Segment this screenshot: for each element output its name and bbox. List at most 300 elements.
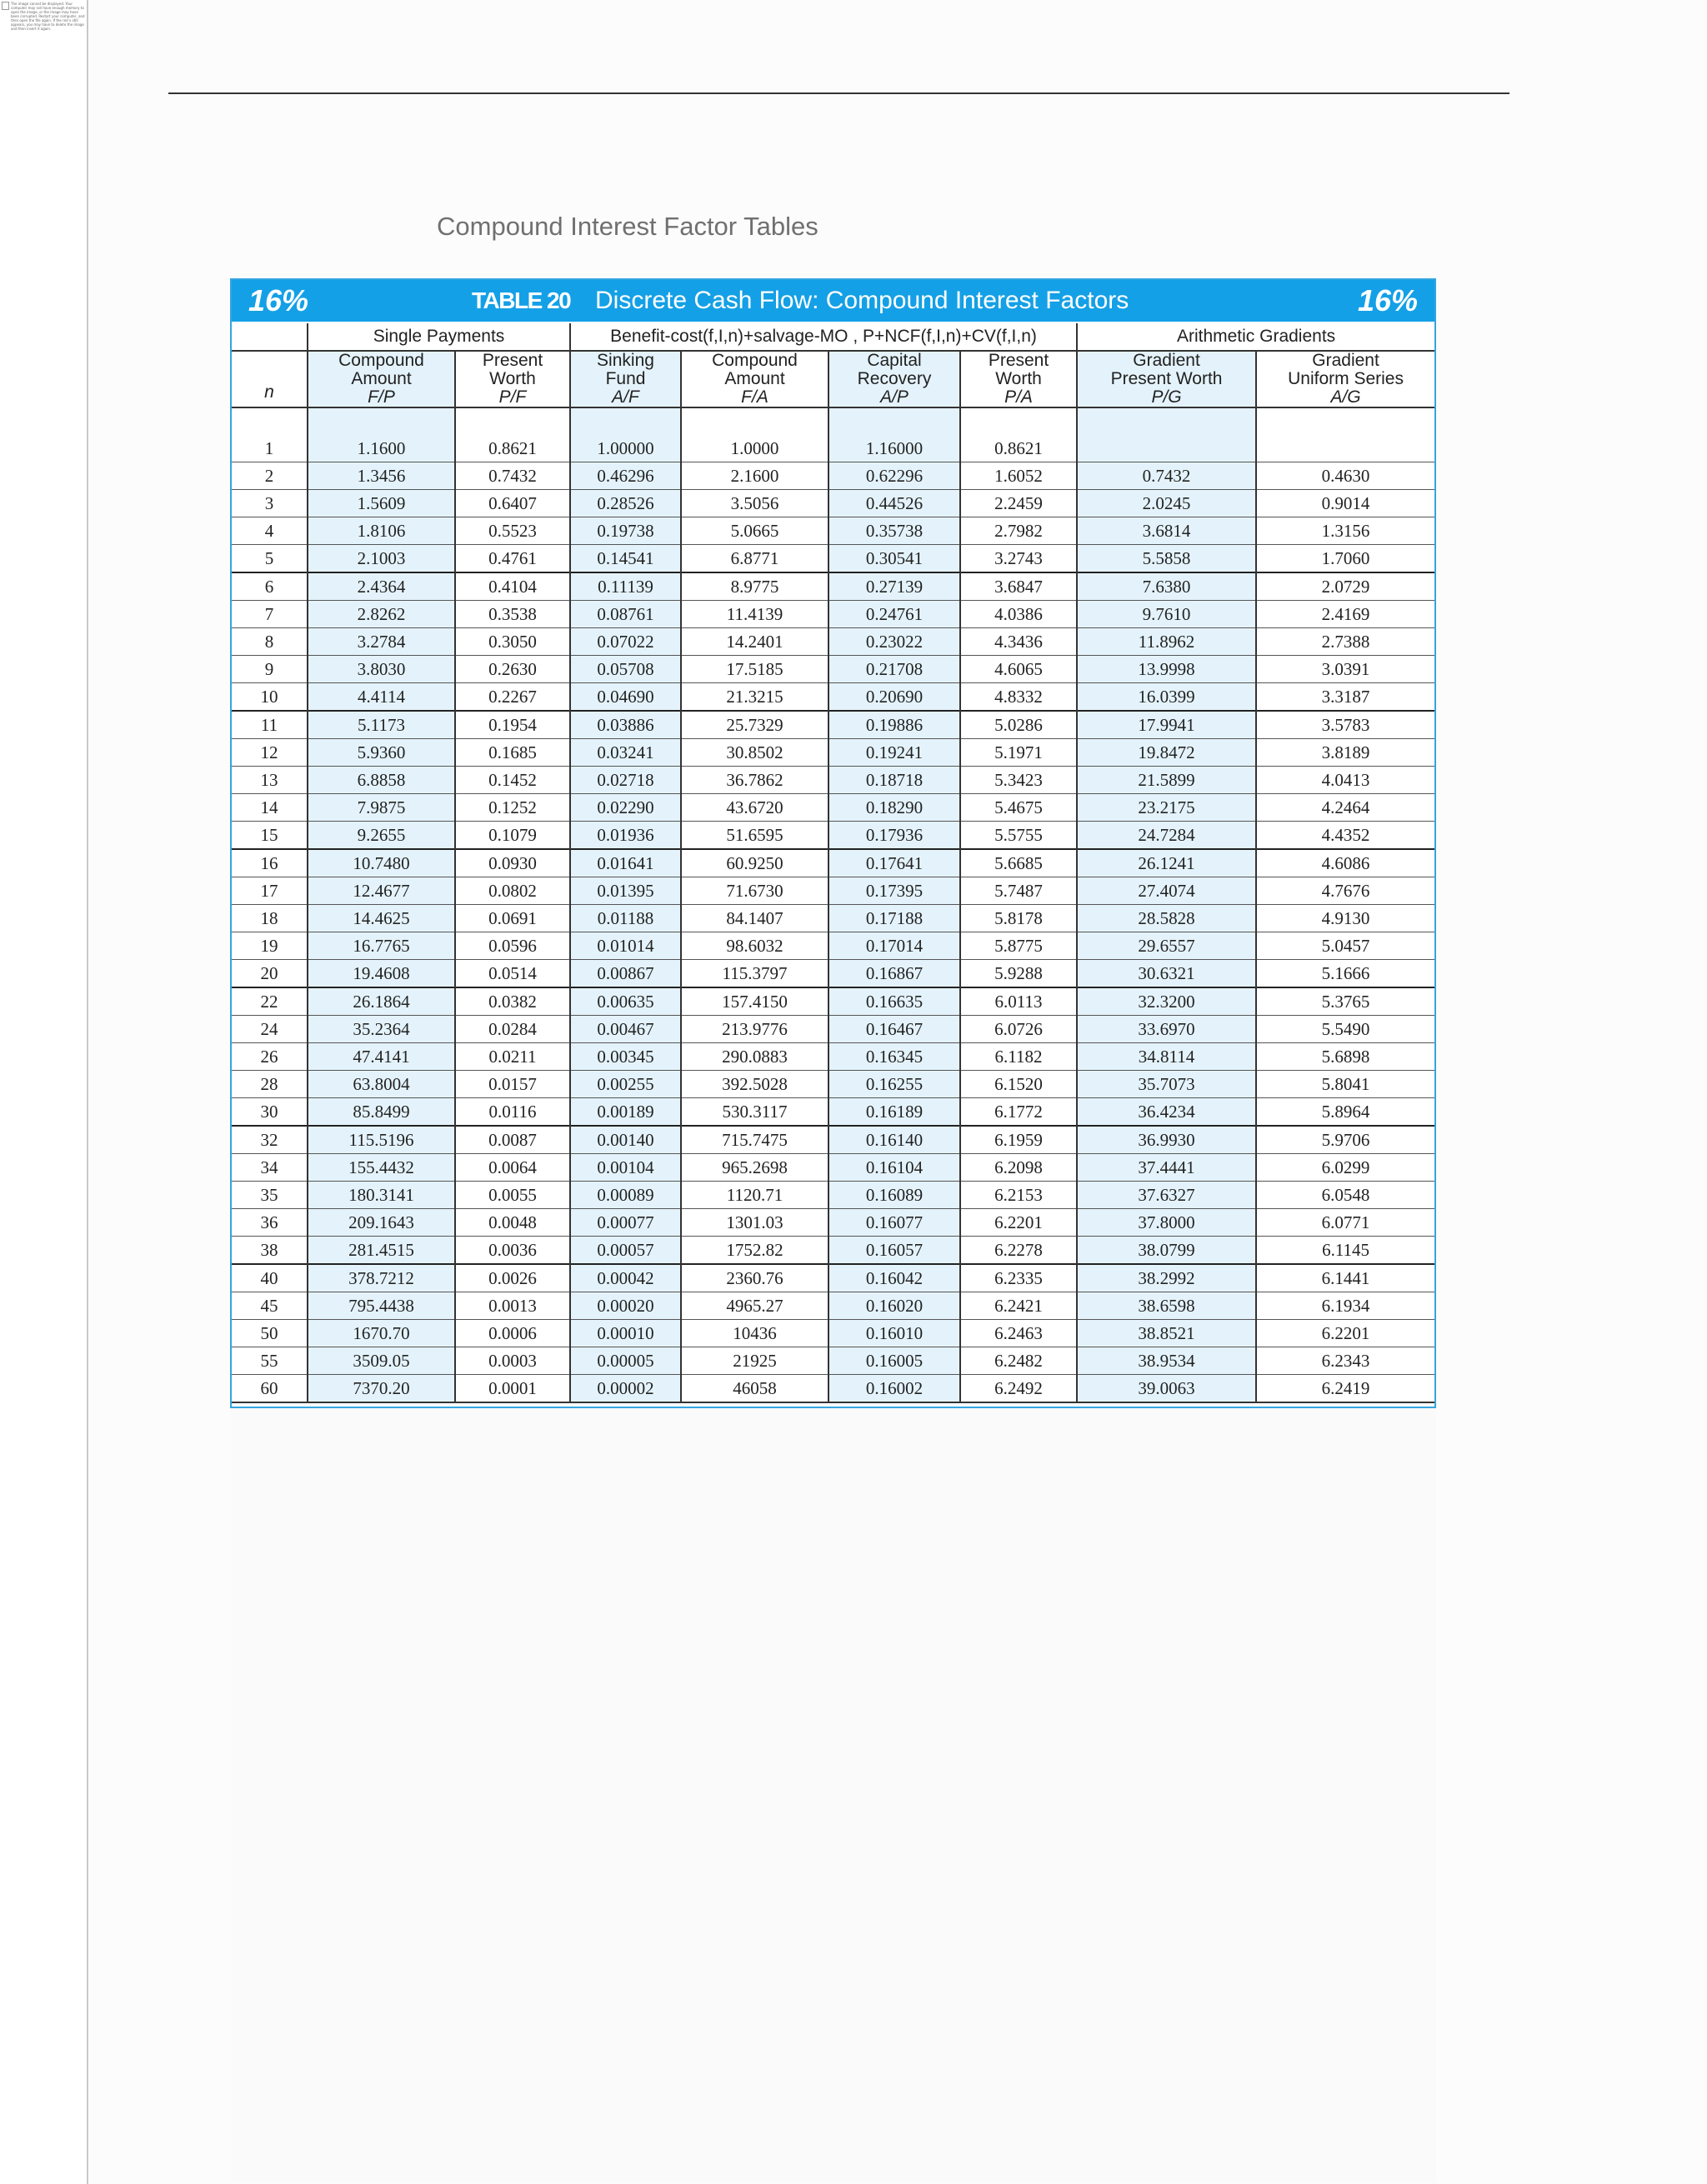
column-header-symbol: F/A: [741, 387, 768, 407]
cell-n: 28: [232, 1071, 308, 1098]
cell-pf: 0.8621: [455, 435, 570, 462]
cell-fa: 46058: [681, 1375, 828, 1403]
table-row: [232, 490, 1434, 517]
cell-pf: 0.2267: [455, 683, 570, 712]
cell-ap: 0.18290: [828, 794, 960, 822]
cell-pf: 0.0003: [455, 1347, 570, 1375]
cell-pa: 5.9288: [960, 960, 1077, 988]
cell-n: 4: [232, 517, 308, 545]
cell-af: 1.00000: [570, 435, 681, 462]
cell-fp: 47.4141: [308, 1043, 455, 1071]
column-header-line1: Gradient: [1312, 351, 1379, 370]
cell-fp: 1670.70: [308, 1320, 455, 1347]
cell-pf: 0.0116: [455, 1098, 570, 1127]
cell-pg: 37.8000: [1077, 1209, 1256, 1237]
group-single-payments: Single Payments: [308, 323, 570, 351]
cell-pa: 6.2335: [960, 1264, 1077, 1292]
cell-fa: 290.0883: [681, 1043, 828, 1071]
cell-pf: 0.1685: [455, 739, 570, 767]
cell-ag: 3.3187: [1256, 683, 1434, 712]
cell-fa: 71.6730: [681, 877, 828, 905]
table-row: [232, 572, 1434, 601]
cell-pa: 5.5755: [960, 822, 1077, 850]
cell-n: 38: [232, 1237, 308, 1265]
column-header-line1: Present: [482, 351, 543, 370]
cell-ap: 0.17014: [828, 932, 960, 960]
cell-pg: 36.9930: [1077, 1126, 1256, 1154]
cell-pa: 6.2098: [960, 1154, 1077, 1182]
cell-af: 0.03886: [570, 711, 681, 739]
cell-ag: 2.4169: [1256, 601, 1434, 628]
cell-ag: 4.6086: [1256, 849, 1434, 877]
cell-af: 0.02718: [570, 767, 681, 794]
cell-pg: 38.8521: [1077, 1320, 1256, 1347]
cell-pg: 5.5858: [1077, 545, 1256, 573]
cell-pa: 6.1182: [960, 1043, 1077, 1071]
cell-ag: 5.1666: [1256, 960, 1434, 988]
cell-pa: 5.0286: [960, 711, 1077, 739]
cell-fa: 965.2698: [681, 1154, 828, 1182]
cell-af: 0.00255: [570, 1071, 681, 1098]
cell-ap: 0.16042: [828, 1264, 960, 1292]
group-arithmetic-gradients: Arithmetic Gradients: [1077, 323, 1434, 351]
cell-pa: 0.8621: [960, 435, 1077, 462]
cell-n: 50: [232, 1320, 308, 1347]
cell-fp: 85.8499: [308, 1098, 455, 1127]
cell-af: 0.01936: [570, 822, 681, 850]
group-uniform-series: Benefit-cost(f,I,n)+salvage-MO , P+NCF(f,I,n)+CV(f,I,n): [570, 323, 1077, 351]
factor-grid: [232, 323, 1434, 1403]
cell-af: 0.00005: [570, 1347, 681, 1375]
column-header-fa: [681, 351, 828, 407]
cell-af: 0.00467: [570, 1016, 681, 1043]
table-row: [232, 1071, 1434, 1098]
column-header-pf: [455, 351, 570, 407]
cell-fa: 14.2401: [681, 628, 828, 656]
cell-ap: 0.16345: [828, 1043, 960, 1071]
column-header-line2: Present Worth: [1110, 369, 1223, 388]
table-row: [232, 1237, 1434, 1265]
table-row: [232, 462, 1434, 490]
table-row: [232, 656, 1434, 683]
cell-af: 0.00867: [570, 960, 681, 988]
column-header-line2: Recovery: [857, 369, 932, 388]
table-row: [232, 905, 1434, 932]
cell-n: 2: [232, 462, 308, 490]
column-header-symbol: A/G: [1330, 387, 1361, 407]
cell-fa: 530.3117: [681, 1098, 828, 1127]
cell-fp: 2.1003: [308, 545, 455, 573]
cell-ap: 0.17936: [828, 822, 960, 850]
cell-ag: 3.8189: [1256, 739, 1434, 767]
spacer-cell: [681, 407, 828, 435]
cell-ag: 1.7060: [1256, 545, 1434, 573]
table-row: [232, 1375, 1434, 1403]
cell-fp: 2.8262: [308, 601, 455, 628]
broken-image-text: The image cannot be displayed. Your computer may not have enough memory to open the image, or the image may have been corrupted. Restart your computer, and then open the file again. If the red x still appears, you may have to delete the image and then insert it again.: [11, 2, 85, 31]
spacer-cell: [308, 407, 455, 435]
cell-n: 40: [232, 1264, 308, 1292]
cell-af: 0.00042: [570, 1264, 681, 1292]
column-header-line2: Worth: [489, 369, 536, 388]
cell-ag: 5.3765: [1256, 987, 1434, 1016]
cell-ag: 6.1441: [1256, 1264, 1434, 1292]
column-header-line1: Sinking: [597, 351, 654, 370]
cell-n: 22: [232, 987, 308, 1016]
cell-fp: 1.1600: [308, 435, 455, 462]
cell-pf: 0.0382: [455, 987, 570, 1016]
cell-fp: 3509.05: [308, 1347, 455, 1375]
cell-pg: 32.3200: [1077, 987, 1256, 1016]
cell-pa: 6.1520: [960, 1071, 1077, 1098]
cell-fa: 11.4139: [681, 601, 828, 628]
column-header-symbol: A/P: [880, 387, 909, 407]
cell-pf: 0.0802: [455, 877, 570, 905]
cell-ap: 0.23022: [828, 628, 960, 656]
table-row: [232, 545, 1434, 573]
cell-pa: 4.3436: [960, 628, 1077, 656]
cell-pg: 28.5828: [1077, 905, 1256, 932]
table-row: [232, 1292, 1434, 1320]
cell-pg: 13.9998: [1077, 656, 1256, 683]
spacer-cell: [828, 407, 960, 435]
cell-fa: 213.9776: [681, 1016, 828, 1043]
cell-ag: 4.7676: [1256, 877, 1434, 905]
cell-af: 0.00057: [570, 1237, 681, 1265]
cell-ap: 0.18718: [828, 767, 960, 794]
table-row: [232, 711, 1434, 739]
cell-fp: 4.4114: [308, 683, 455, 712]
cell-ag: 6.2419: [1256, 1375, 1434, 1403]
table-row: [232, 987, 1434, 1016]
cell-pa: 3.6847: [960, 572, 1077, 601]
cell-fp: 281.4515: [308, 1237, 455, 1265]
cell-pg: 26.1241: [1077, 849, 1256, 877]
cell-pf: 0.0284: [455, 1016, 570, 1043]
cell-af: 0.14541: [570, 545, 681, 573]
cell-pa: 6.0113: [960, 987, 1077, 1016]
cell-ap: 1.16000: [828, 435, 960, 462]
cell-n: 30: [232, 1098, 308, 1127]
cell-n: 8: [232, 628, 308, 656]
column-header-fp: [308, 351, 455, 407]
cell-fa: 2.1600: [681, 462, 828, 490]
column-header-line1: Present: [988, 351, 1049, 370]
table-row: [232, 1182, 1434, 1209]
broken-image-placeholder: [2, 2, 85, 31]
cell-pf: 0.2630: [455, 656, 570, 683]
cell-pa: 6.1772: [960, 1098, 1077, 1127]
table-row: [232, 1043, 1434, 1071]
cell-ag: 4.0413: [1256, 767, 1434, 794]
cell-pa: 6.2421: [960, 1292, 1077, 1320]
group-header-empty: [232, 323, 308, 351]
cell-pg: 30.6321: [1077, 960, 1256, 988]
cell-fp: 19.4608: [308, 960, 455, 988]
table-row: [232, 683, 1434, 712]
cell-fa: 1120.71: [681, 1182, 828, 1209]
cell-af: 0.00002: [570, 1375, 681, 1403]
cell-pa: 6.2278: [960, 1237, 1077, 1265]
table-row: [232, 517, 1434, 545]
cell-fa: 1752.82: [681, 1237, 828, 1265]
cell-pg: 38.6598: [1077, 1292, 1256, 1320]
cell-ap: 0.16077: [828, 1209, 960, 1237]
cell-pf: 0.0001: [455, 1375, 570, 1403]
cell-pa: 5.7487: [960, 877, 1077, 905]
cell-ag: 3.5783: [1256, 711, 1434, 739]
cell-ag: 6.0548: [1256, 1182, 1434, 1209]
cell-ap: 0.16010: [828, 1320, 960, 1347]
cell-pf: 0.1079: [455, 822, 570, 850]
cell-pa: 6.2482: [960, 1347, 1077, 1375]
cell-af: 0.00020: [570, 1292, 681, 1320]
cell-fp: 209.1643: [308, 1209, 455, 1237]
cell-n: 19: [232, 932, 308, 960]
spacer-cell: [570, 407, 681, 435]
cell-pa: 6.2153: [960, 1182, 1077, 1209]
cell-pf: 0.0006: [455, 1320, 570, 1347]
cell-fa: 30.8502: [681, 739, 828, 767]
cell-pg: 35.7073: [1077, 1071, 1256, 1098]
cell-n: 60: [232, 1375, 308, 1403]
cell-ag: 2.7388: [1256, 628, 1434, 656]
rate-left: 16%: [248, 283, 309, 317]
cell-ap: 0.16867: [828, 960, 960, 988]
cell-n: 1: [264, 438, 274, 458]
cell-pg: 9.7610: [1077, 601, 1256, 628]
cell-fa: 84.1407: [681, 905, 828, 932]
cell-af: 0.04690: [570, 683, 681, 712]
cell-ap: 0.19241: [828, 739, 960, 767]
column-header-line2: Worth: [995, 369, 1042, 388]
column-header-row: [232, 351, 1434, 407]
cell-ap: 0.16057: [828, 1237, 960, 1265]
column-header-pa: [960, 351, 1077, 407]
cell-ap: 0.16140: [828, 1126, 960, 1154]
cell-fp: 7370.20: [308, 1375, 455, 1403]
cell-pf: 0.0048: [455, 1209, 570, 1237]
cell-fp: 378.7212: [308, 1264, 455, 1292]
spacer-cell: [1077, 407, 1256, 435]
cell-fa: 715.7475: [681, 1126, 828, 1154]
cell-fp: 16.7765: [308, 932, 455, 960]
cell-pg: 2.0245: [1077, 490, 1256, 517]
cell-pg: 34.8114: [1077, 1043, 1256, 1071]
cell-fa: 25.7329: [681, 711, 828, 739]
cell-pf: 0.6407: [455, 490, 570, 517]
column-header-line2: Fund: [605, 369, 646, 388]
cell-fp: 10.7480: [308, 849, 455, 877]
cell-fa: 98.6032: [681, 932, 828, 960]
spacer-cell: [960, 407, 1077, 435]
cell-af: 0.05708: [570, 656, 681, 683]
cell-ap: 0.16104: [828, 1154, 960, 1182]
cell-pa: 6.2463: [960, 1320, 1077, 1347]
column-header-symbol: P/G: [1151, 387, 1182, 407]
cell-fa: 6.8771: [681, 545, 828, 573]
broken-image-icon: [2, 2, 9, 10]
cell-ag: 6.1145: [1256, 1237, 1434, 1265]
cell-fp: 5.9360: [308, 739, 455, 767]
cell-pf: 0.1452: [455, 767, 570, 794]
cell-ap: 0.16002: [828, 1375, 960, 1403]
cell-fa: 8.9775: [681, 572, 828, 601]
cell-n: 5: [232, 545, 308, 573]
cell-n: 9: [232, 656, 308, 683]
cell-pf: 0.0036: [455, 1237, 570, 1265]
cell-ag: 2.0729: [1256, 572, 1434, 601]
cell-pf: 0.1954: [455, 711, 570, 739]
cell-pf: 0.0514: [455, 960, 570, 988]
table-row: [232, 435, 1434, 462]
table-row: [232, 1154, 1434, 1182]
cell-pf: 0.7432: [455, 462, 570, 490]
cell-fp: 1.5609: [308, 490, 455, 517]
cell-fa: 115.3797: [681, 960, 828, 988]
cell-n: 7: [232, 601, 308, 628]
cell-n: 15: [232, 822, 308, 850]
cell-ag: 3.0391: [1256, 656, 1434, 683]
cell-ag: 4.2464: [1256, 794, 1434, 822]
cell-af: 0.00089: [570, 1182, 681, 1209]
cell-af: 0.00140: [570, 1126, 681, 1154]
cell-ag: 5.8964: [1256, 1098, 1434, 1127]
cell-ap: 0.35738: [828, 517, 960, 545]
cell-pf: 0.0596: [455, 932, 570, 960]
cell-n: 10: [232, 683, 308, 712]
cell-pf: 0.4104: [455, 572, 570, 601]
cell-pf: 0.1252: [455, 794, 570, 822]
cell-fp: 5.1173: [308, 711, 455, 739]
table-row: [232, 601, 1434, 628]
column-header-ap: [828, 351, 960, 407]
cell-n: 17: [232, 877, 308, 905]
cell-fp: 35.2364: [308, 1016, 455, 1043]
left-margin-strip: [0, 0, 88, 2184]
cell-pa: 6.0726: [960, 1016, 1077, 1043]
cell-af: 0.08761: [570, 601, 681, 628]
cell-pf: 0.0013: [455, 1292, 570, 1320]
cell-af: 0.01188: [570, 905, 681, 932]
cell-pg: 24.7284: [1077, 822, 1256, 850]
cell-pa: 4.6065: [960, 656, 1077, 683]
cell-fp: 1.8106: [308, 517, 455, 545]
cell-ap: 0.17641: [828, 849, 960, 877]
cell-ag: 6.2201: [1256, 1320, 1434, 1347]
cell-fa: 43.6720: [681, 794, 828, 822]
cell-af: 0.46296: [570, 462, 681, 490]
cell-pa: 5.3423: [960, 767, 1077, 794]
cell-af: 0.03241: [570, 739, 681, 767]
cell-pa: 6.2201: [960, 1209, 1077, 1237]
column-header-line1: Gradient: [1133, 351, 1200, 370]
cell-n: 6: [232, 572, 308, 601]
table-row: [232, 739, 1434, 767]
cell-n: 55: [232, 1347, 308, 1375]
header-spacer-row: [232, 407, 1434, 435]
cell-fa: 392.5028: [681, 1071, 828, 1098]
cell-ag: 6.2343: [1256, 1347, 1434, 1375]
table-row: [232, 960, 1434, 988]
column-header-line1: Compound: [712, 351, 798, 370]
cell-af: 0.00077: [570, 1209, 681, 1237]
cell-fa: 51.6595: [681, 822, 828, 850]
cell-n: 12: [232, 739, 308, 767]
cell-pa: 5.4675: [960, 794, 1077, 822]
cell-af: 0.02290: [570, 794, 681, 822]
cell-fp: 14.4625: [308, 905, 455, 932]
column-header-ag: [1256, 351, 1434, 407]
cell-pa: 5.8178: [960, 905, 1077, 932]
cell-pf: 0.0211: [455, 1043, 570, 1071]
table-row: [232, 849, 1434, 877]
table-row: [232, 1126, 1434, 1154]
cell-pg: 38.0799: [1077, 1237, 1256, 1265]
cell-pf: 0.3050: [455, 628, 570, 656]
column-header-line2: Amount: [724, 369, 785, 388]
cell-ag: 4.4352: [1256, 822, 1434, 850]
cell-pf: 0.0930: [455, 849, 570, 877]
cell-fp: 63.8004: [308, 1071, 455, 1098]
cell-fp: 3.8030: [308, 656, 455, 683]
table-row: [232, 1264, 1434, 1292]
column-header-line2: Amount: [351, 369, 412, 388]
table-row: [232, 767, 1434, 794]
cell-n: 45: [232, 1292, 308, 1320]
cell-ap: 0.16635: [828, 987, 960, 1016]
cell-ap: 0.16255: [828, 1071, 960, 1098]
cell-n: 3: [232, 490, 308, 517]
cell-pf: 0.4761: [455, 545, 570, 573]
cell-ap: 0.20690: [828, 683, 960, 712]
cell-ap: 0.19886: [828, 711, 960, 739]
cell-fp: 115.5196: [308, 1126, 455, 1154]
cell-n: 18: [232, 905, 308, 932]
cell-af: 0.00345: [570, 1043, 681, 1071]
cell-ag: 5.9706: [1256, 1126, 1434, 1154]
table-row: [232, 877, 1434, 905]
cell-fp: 180.3141: [308, 1182, 455, 1209]
cell-pg: 16.0399: [1077, 683, 1256, 712]
column-header-af: [570, 351, 681, 407]
cell-pa: 1.6052: [960, 462, 1077, 490]
cell-n: 14: [232, 794, 308, 822]
cell-pf: 0.0157: [455, 1071, 570, 1098]
cell-ag: 6.0771: [1256, 1209, 1434, 1237]
cell-ap: 0.16189: [828, 1098, 960, 1127]
cell-af: 0.00189: [570, 1098, 681, 1127]
cell-pf: 0.0055: [455, 1182, 570, 1209]
cell-n: 24: [232, 1016, 308, 1043]
table-row: [232, 628, 1434, 656]
cell-af: 0.01395: [570, 877, 681, 905]
column-header-pg: [1077, 351, 1256, 407]
cell-pf: 0.3538: [455, 601, 570, 628]
cell-ag: [1256, 435, 1434, 462]
cell-pg: 27.4074: [1077, 877, 1256, 905]
page-title: Compound Interest Factor Tables: [437, 212, 818, 241]
cell-ag: 1.3156: [1256, 517, 1434, 545]
cell-af: 0.00010: [570, 1320, 681, 1347]
spacer-cell: [232, 407, 308, 435]
cell-fa: 3.5056: [681, 490, 828, 517]
cell-n: 16: [232, 849, 308, 877]
cell-pg: 33.6970: [1077, 1016, 1256, 1043]
cell-pf: 0.5523: [455, 517, 570, 545]
cell-fa: 1.0000: [681, 435, 828, 462]
cell-n: 32: [232, 1126, 308, 1154]
